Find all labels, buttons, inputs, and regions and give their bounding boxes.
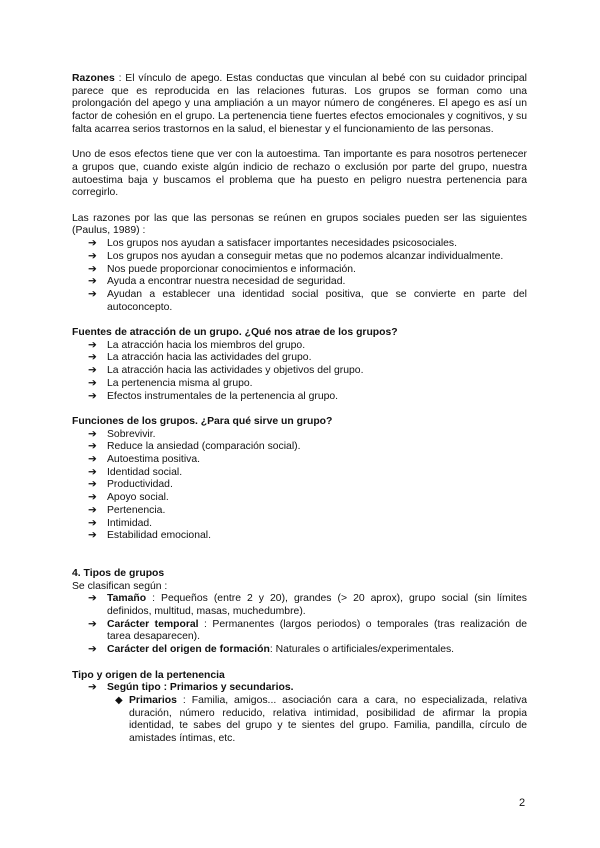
- list-item: [88, 352, 527, 365]
- arrow-icon: ➔: [88, 263, 97, 275]
- tipos-heading: 4. Tipos de grupos: [72, 567, 165, 579]
- list-item: [88, 340, 527, 353]
- arrow-icon: ➔: [88, 517, 97, 529]
- list-item: [88, 441, 527, 454]
- arrow-icon: ➔: [88, 466, 97, 478]
- arrow-icon: ➔: [88, 682, 97, 694]
- list-item-text: Los grupos nos ayudan a satisfacer importantes necesidades psicosociales.: [107, 238, 458, 250]
- list-item-text: Autoestima positiva.: [107, 454, 200, 466]
- list-item-text: Efectos instrumentales de la pertenencia al grupo.: [107, 390, 339, 402]
- list-item: [88, 593, 527, 618]
- list-item-text: Sobrevivir.: [107, 428, 156, 440]
- arrow-icon: ➔: [88, 441, 97, 453]
- list-item: [88, 518, 527, 531]
- arrow-icon: ➔: [88, 479, 97, 491]
- list-item: [88, 251, 527, 264]
- paragraph-razones: [72, 73, 527, 137]
- list-item: [88, 378, 527, 391]
- arrow-icon: ➔: [88, 365, 97, 377]
- list-item-text: Identidad social.: [107, 466, 183, 478]
- list-item: [88, 365, 527, 378]
- list-item-text: La atracción hacia las actividades del grupo.: [107, 352, 312, 364]
- arrow-icon: ➔: [88, 593, 97, 605]
- arrow-icon: ➔: [88, 428, 97, 440]
- list-item: [88, 479, 527, 492]
- fuentes-list: [72, 340, 527, 404]
- list-item: [88, 429, 527, 442]
- list-item-text: Productividad.: [107, 479, 173, 491]
- list-item-text: : Familia, amigos... asociación cara a cara, no especializada, relativa duración, número reducido, relativa intimidad, posibilidad de afirmar la propia identidad, te sabes del grupo y te sientes del grupo. Familia, pandilla, círculo de amistades íntimas, etc.: [129, 694, 527, 745]
- list-item-text: : Permanentes (largos periodos) o temporales (tras realización de tarea desaparecen).: [107, 618, 527, 643]
- list-item: [88, 467, 527, 480]
- tipos-intro: Se clasifican según :: [72, 580, 168, 592]
- list-item-text: Intimidad.: [107, 517, 153, 529]
- list-item-lead: Primarios: [129, 694, 177, 706]
- fuentes-heading: Fuentes de atracción de un grupo. ¿Qué nos atrae de los grupos?: [72, 327, 398, 339]
- list-item: [88, 391, 527, 404]
- list-item: [88, 264, 527, 277]
- list-item: [88, 289, 527, 314]
- list-item-text: Según tipo : Primarios y secundarios.: [107, 682, 294, 694]
- list-item-text: Pertenencia.: [107, 504, 166, 516]
- arrow-icon: ➔: [88, 339, 97, 351]
- list-item-text: : Pequeños (entre 2 y 20), grandes (> 20 aprox), grupo social (sin límites definidos, multitud, masas, muchedumbre).: [107, 593, 527, 618]
- list-item-text: La atracción hacia las actividades y objetivos del grupo.: [107, 365, 364, 377]
- arrow-icon: ➔: [88, 352, 97, 364]
- arrow-icon: ➔: [88, 530, 97, 542]
- list-item-text: Los grupos nos ayudan a conseguir metas que no podemos alcanzar individualmente.: [107, 250, 504, 262]
- paragraph-autoestima: Uno de esos efectos tiene que ver con la autoestima. Tan importante es para nosotros pertenecer a grupos que, cuando existe algún indicio de rechazo o exclusión por parte del grupo, nuestra autoestima baja y buscamos el problema que ha puesto en peligro nuestra pertenencia para corregirlo.: [72, 149, 527, 199]
- arrow-icon: ➔: [88, 454, 97, 466]
- razones-text: : El vínculo de apego. Estas conductas que vinculan al bebé con su cuidador principal parece que es reproducida en las relaciones futuras. Los grupos se forman como una prolongación del apego y una ampliación a un mayor número de congéneres. El apego es así un factor de cohesión en el grupo. La pertenencia tiene fuertes efectos emocionales y cognitivos, y su falta acarrea serios trastornos en la salud, el bienestar y el funcionamiento de las personas.: [72, 73, 527, 135]
- list-item: [88, 505, 527, 518]
- list-item-text: La pertenencia misma al grupo.: [107, 377, 253, 389]
- list-item-lead: Tamaño: [107, 593, 147, 605]
- arrow-icon: ➔: [88, 618, 97, 630]
- pertenencia-heading: Tipo y origen de la pertenencia: [72, 669, 225, 681]
- arrow-icon: ➔: [88, 250, 97, 262]
- list-item-text: Apoyo social.: [107, 492, 169, 504]
- list-item: [115, 695, 527, 746]
- arrow-icon: ➔: [88, 390, 97, 402]
- list-item: [88, 682, 527, 695]
- list-item-text: Nos puede proporcionar conocimientos e información.: [107, 263, 356, 275]
- page-number: 2: [519, 797, 526, 809]
- pertenencia-list: [72, 682, 527, 695]
- arrow-icon: ➔: [88, 276, 97, 288]
- list-item: [88, 276, 527, 289]
- arrow-icon: ➔: [88, 377, 97, 389]
- list-item: [88, 619, 527, 644]
- razones-list: [72, 238, 527, 314]
- list-item-lead: Carácter del origen de formación: [107, 644, 270, 656]
- list-item: [88, 644, 527, 657]
- razones-lead: Razones: [72, 73, 115, 84]
- funciones-heading: Funciones de los grupos. ¿Para qué sirve un grupo?: [72, 415, 333, 427]
- funciones-list: [72, 429, 527, 543]
- arrow-icon: ➔: [88, 492, 97, 504]
- list-item-text: Estabilidad emocional.: [107, 530, 211, 542]
- diamond-bullet-icon: ◆: [115, 694, 123, 706]
- list-item-lead: Carácter temporal: [107, 618, 199, 630]
- arrow-icon: ➔: [88, 238, 97, 250]
- tipos-list: [72, 593, 527, 657]
- list-item-text: Ayuda a encontrar nuestra necesidad de seguridad.: [107, 276, 346, 288]
- arrow-icon: ➔: [88, 288, 97, 300]
- list-item: [88, 492, 527, 505]
- paragraph-razones-intro: Las razones por las que las personas se reúnen en grupos sociales pueden ser las siguientes (Paulus, 1989) :: [72, 212, 527, 237]
- arrow-icon: ➔: [88, 644, 97, 656]
- document-body: [72, 73, 527, 746]
- arrow-icon: ➔: [88, 504, 97, 516]
- list-item-text: Reduce la ansiedad (comparación social).: [107, 441, 301, 453]
- list-item-text: La atracción hacia los miembros del grupo.: [107, 339, 306, 351]
- list-item: [88, 530, 527, 543]
- primarios-list: [72, 695, 527, 746]
- list-item-text: Ayudan a establecer una identidad social positiva, que se convierte en parte del autoconcepto.: [107, 288, 527, 313]
- list-item-text: : Naturales o artificiales/experimentales.: [269, 644, 455, 656]
- list-item: [88, 238, 527, 251]
- list-item: [88, 454, 527, 467]
